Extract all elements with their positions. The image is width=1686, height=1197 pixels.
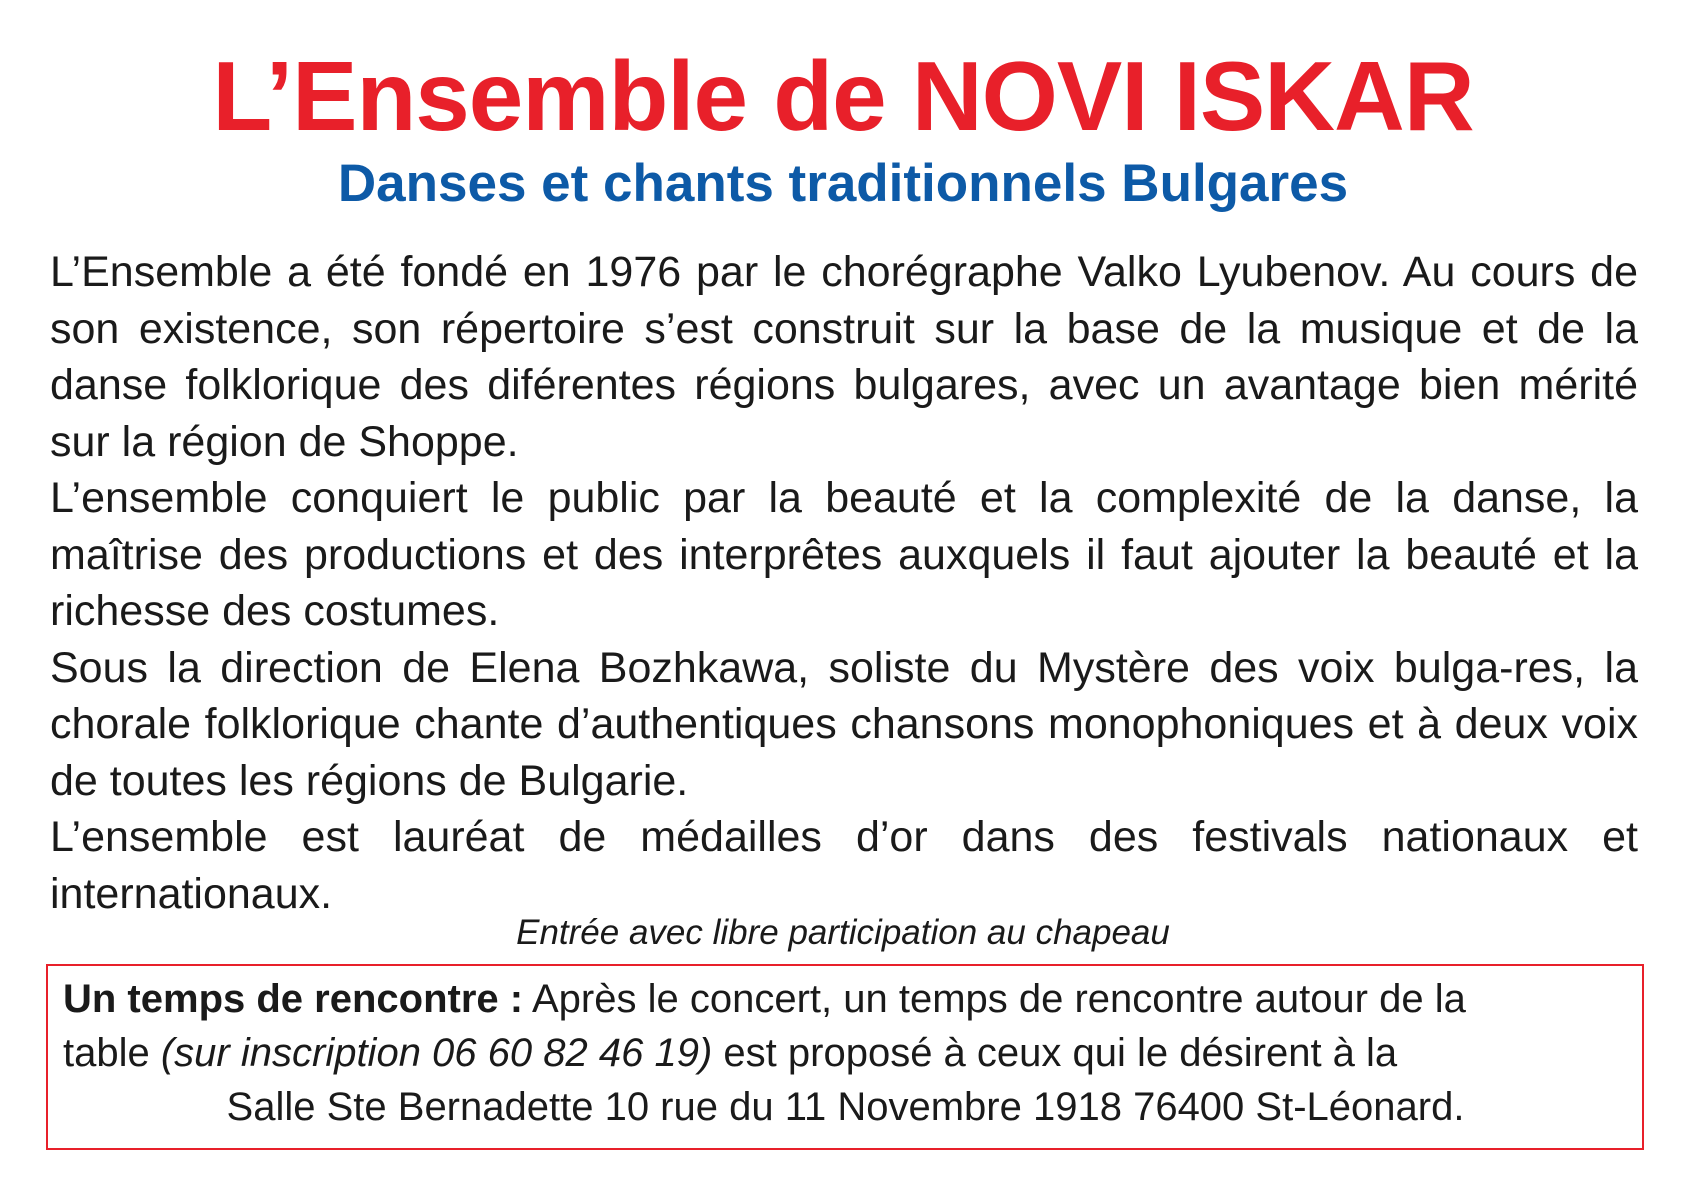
info-lead: Un temps de rencontre :	[63, 977, 524, 1021]
info-line-2-end: est proposé à ceux qui le désirent à la	[712, 1031, 1398, 1075]
info-line-1-text: Après le concert, un temps de rencontre autour de la	[523, 977, 1466, 1021]
info-line-1	[63, 972, 1628, 1026]
paragraph-history: L’Ensemble a été fondé en 1976 par le chorégraphe Valko Lyubenov. Au cours de son existence, son répertoire s’est construit sur la base de la musique et de la danse folklorique des diférentes régions bulgares, avec un avantage bien mérité sur la région de Shoppe.	[50, 248, 1638, 466]
info-address: Salle Ste Bernadette 10 rue du 11 Novembre 1918 76400 St-Léonard.	[226, 1085, 1465, 1129]
info-line-2-start: table	[63, 1031, 161, 1075]
info-phone: (sur inscription 06 60 82 46 19)	[160, 1031, 713, 1075]
page-subtitle: Danses et chants traditionnels Bulgares	[337, 154, 1349, 213]
body-text	[50, 244, 1638, 922]
info-line-2	[63, 1026, 1628, 1080]
paragraph-awards: L’ensemble est lauréat de médailles d’or dans des festivals nationaux et internationaux.	[50, 813, 1638, 918]
page-title: L’Ensemble de NOVI ISKAR	[212, 41, 1474, 151]
entry-note: Entrée avec libre participation au chapeau	[516, 913, 1170, 952]
paragraph-performance: L’ensemble conquiert le public par la beauté et la complexité de la danse, la maîtrise des productions et des interprêtes auxquels il faut ajouter la beauté et la richesse des costumes.	[50, 474, 1638, 635]
info-box	[46, 964, 1644, 1150]
paragraph-choir: Sous la direction de Elena Bozhkawa, soliste du Mystère des voix bulga-res, la chorale folklorique chante d’authentiques chansons monophoniques et à deux voix de toutes les régions de Bulgarie.	[50, 643, 1638, 805]
